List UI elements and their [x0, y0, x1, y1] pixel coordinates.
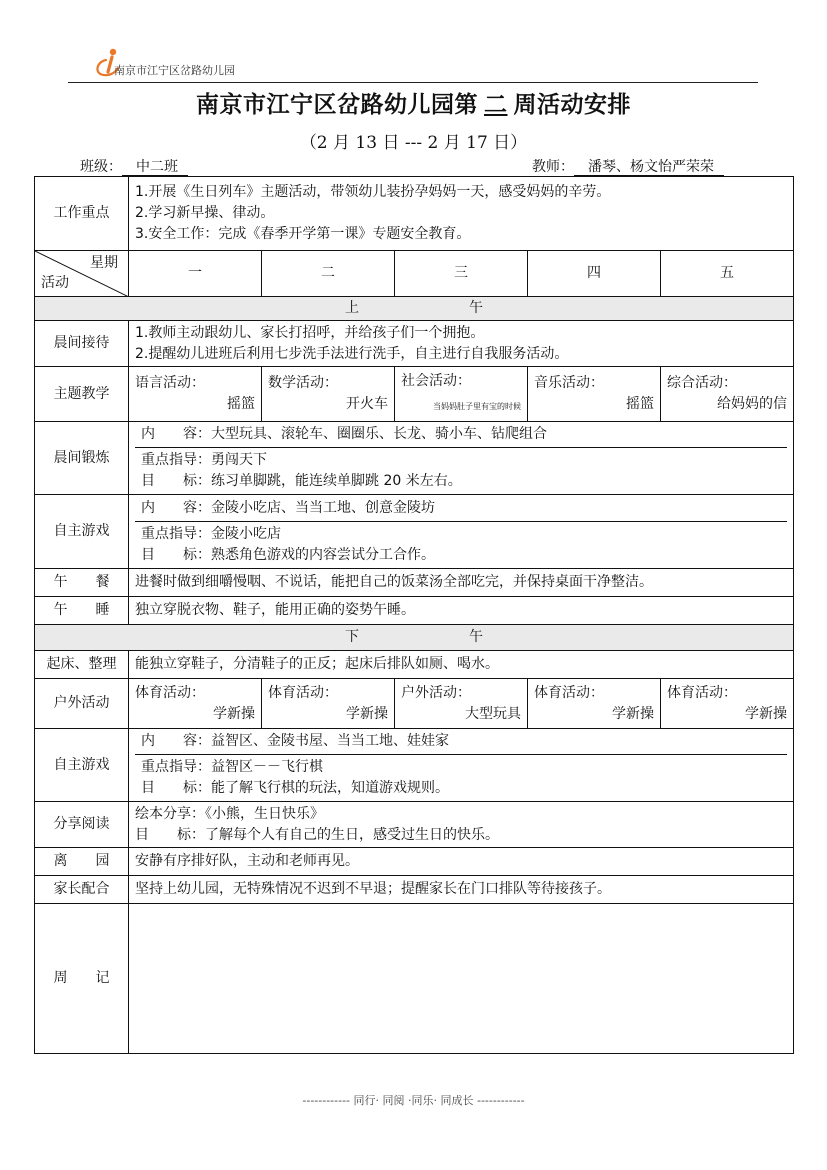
theme-teaching-row: [35, 367, 794, 422]
outdoor-content: 学新操: [612, 705, 654, 722]
free-play-am-content: [129, 495, 794, 569]
work-focus-label: 工作重点: [35, 177, 129, 251]
header-divider: [68, 82, 758, 83]
morning-label-a: 上: [345, 300, 359, 316]
free-play-am-content-line: 内 容：金陵小吃店、当当工地、创意金陵坊: [135, 496, 787, 522]
outdoor-cell-thu: [528, 679, 661, 729]
outdoor-cell-wed: [395, 679, 528, 729]
theme-content: 给妈妈的信: [717, 396, 787, 412]
morning-exercise-label: 晨间锻炼: [35, 422, 129, 495]
day-header-tue: 二: [262, 251, 395, 297]
weekly-notes-label: 周 记: [35, 904, 129, 1054]
exercise-content-line: 内 容：大型玩具、滚轮车、圈圈乐、长龙、骑小车、钻爬组合: [135, 422, 787, 448]
theme-category: 音乐活动：: [534, 375, 604, 391]
outdoor-row: [35, 679, 794, 729]
free-play-am-focus-line: 重点指导：金陵小吃店: [141, 525, 281, 542]
outdoor-category: 体育活动：: [135, 684, 205, 701]
free-play-am-detail: [135, 522, 787, 568]
morning-exercise-content: [129, 422, 794, 495]
leaving-row: [35, 848, 794, 876]
outdoor-cell-tue: [262, 679, 395, 729]
class-label: 班级：: [80, 159, 122, 175]
leaving-label: 离 园: [35, 848, 129, 876]
days-header-row: [35, 251, 794, 297]
free-play-am-row: [35, 495, 794, 569]
theme-cell-thu: [528, 367, 661, 422]
leaving-text: 安静有序排好队，主动和老师再见。: [129, 848, 794, 876]
afternoon-label-a: 下: [345, 629, 359, 645]
reading-line: 绘本分享：《小熊，生日快乐》: [135, 805, 324, 822]
morning-reception-line: 1.教师主动跟幼儿、家长打招呼，并给孩子们一个拥抱。: [135, 324, 485, 341]
weekly-notes-content[interactable]: [129, 904, 794, 1054]
weekly-notes-row: [35, 904, 794, 1054]
parents-row: [35, 876, 794, 904]
class-value: 中二班: [122, 159, 188, 176]
nap-label: 午 睡: [35, 597, 129, 625]
work-focus-line: 2.学习新早操、律动。: [135, 205, 275, 221]
exercise-detail: [135, 448, 787, 494]
day-header-fri: 五: [661, 251, 794, 297]
outdoor-content: 学新操: [346, 705, 388, 722]
teacher-value: 潘琴、杨文怡严荣荣: [574, 159, 724, 176]
lunch-text: 进餐时做到细嚼慢咽、不说话，能把自己的饭菜汤全部吃完，并保持桌面干净整洁。: [129, 569, 794, 597]
morning-reception-line: 2.提醒幼儿进班后利用七步洗手法进行洗手，自主进行自我服务活动。: [135, 345, 569, 362]
outdoor-category: 户外活动：: [401, 684, 471, 701]
theme-content: 摇篮: [227, 396, 255, 412]
reading-row: [35, 802, 794, 848]
schedule-table: [34, 176, 794, 1054]
theme-teaching-label: 主题教学: [35, 367, 129, 422]
outdoor-content: 学新操: [745, 705, 787, 722]
wakeup-text: 能独立穿鞋子，分清鞋子的正反；起床后排队如厕、喝水。: [129, 651, 794, 679]
reading-line: 目 标：了解每个人有自己的生日，感受过生日的快乐。: [135, 826, 499, 843]
reading-label: 分享阅读: [35, 802, 129, 848]
footer-slogan: ------------ 同行· 同阅 ·同乐· 同成长 ------------: [302, 1094, 525, 1107]
nap-row: [35, 597, 794, 625]
title-week: 二: [484, 91, 508, 118]
exercise-focus-line: 重点指导：勇闯天下: [141, 452, 267, 468]
title-prefix: 南京市江宁区岔路幼儿园第: [196, 91, 478, 118]
reading-content: [129, 802, 794, 848]
theme-cell-mon: [129, 367, 262, 422]
wakeup-row: [35, 651, 794, 679]
class-info: [80, 156, 188, 176]
theme-category: 语言活动：: [135, 375, 205, 391]
free-play-pm-focus-line: 重点指导：益智区－－飞行棋: [141, 759, 323, 775]
date-range: （2 月 13 日 --- 2 月 17 日）: [299, 133, 528, 153]
free-play-pm-row: [35, 729, 794, 802]
teacher-info: [532, 156, 724, 176]
weekday-axis-label: 星期: [90, 255, 118, 271]
day-header-mon: 一: [129, 251, 262, 297]
activity-axis-label: 活动: [41, 275, 69, 291]
diagonal-header-cell: [35, 251, 129, 297]
exercise-goal-line: 目 标：练习单脚跳，能连续单脚跳 20 米左右。: [141, 473, 462, 489]
morning-label-b: 午: [469, 300, 483, 316]
wakeup-label: 起床、整理: [35, 651, 129, 679]
lunch-row: [35, 569, 794, 597]
morning-exercise-row: [35, 422, 794, 495]
work-focus-row: [35, 177, 794, 251]
morning-section-row: [35, 297, 794, 321]
theme-cell-fri: [661, 367, 794, 422]
free-play-pm-goal-line: 目 标：能了解飞行棋的玩法，知道游戏规则。: [141, 780, 449, 796]
theme-category: 社会活动：: [401, 373, 471, 389]
outdoor-cell-fri: [661, 679, 794, 729]
morning-reception-content: [129, 321, 794, 367]
outdoor-label: 户外活动: [35, 679, 129, 729]
header-org-name: 南京市江宁区岔路幼儿园: [114, 64, 235, 77]
outdoor-cell-mon: [129, 679, 262, 729]
morning-reception-row: [35, 321, 794, 367]
theme-cell-tue: [262, 367, 395, 422]
lunch-label: 午 餐: [35, 569, 129, 597]
work-focus-line: 3.安全工作：完成《春季开学第一课》专题安全教育。: [135, 226, 471, 242]
outdoor-content: 学新操: [213, 705, 255, 722]
outdoor-category: 体育活动：: [268, 684, 338, 701]
outdoor-category: 体育活动：: [534, 684, 604, 701]
morning-section-label: [35, 297, 794, 321]
work-focus-line: 1.开展《生日列车》主题活动，带领幼儿装扮孕妈妈一天，感受妈妈的辛劳。: [135, 184, 611, 200]
title-suffix: 周活动安排: [513, 91, 631, 118]
free-play-am-label: 自主游戏: [35, 495, 129, 569]
free-play-am-goal-line: 目 标：熟悉角色游戏的内容尝试分工合作。: [141, 546, 435, 563]
outdoor-content: 大型玩具: [465, 705, 521, 722]
theme-category: 综合活动：: [667, 375, 737, 391]
parents-label: 家长配合: [35, 876, 129, 904]
work-focus-content: [129, 177, 794, 251]
afternoon-section-row: [35, 625, 794, 651]
theme-category: 数学活动：: [268, 375, 338, 391]
nap-text: 独立穿脱衣物、鞋子，能用正确的姿势午睡。: [129, 597, 794, 625]
parents-text: 坚持上幼儿园，无特殊情况不迟到不早退；提醒家长在门口排队等待接孩子。: [129, 876, 794, 904]
page-title: [0, 86, 827, 119]
outdoor-category: 体育活动：: [667, 684, 737, 701]
free-play-pm-detail: [135, 755, 787, 801]
theme-cell-wed: [395, 367, 528, 422]
morning-reception-label: 晨间接待: [35, 321, 129, 367]
day-header-thu: 四: [528, 251, 661, 297]
theme-content: 当妈妈肚子里有宝的时候: [433, 402, 521, 411]
free-play-pm-label: 自主游戏: [35, 729, 129, 802]
free-play-pm-content: [129, 729, 794, 802]
afternoon-section-label: [35, 625, 794, 651]
theme-content: 摇篮: [626, 396, 654, 412]
theme-content: 开火车: [346, 396, 388, 412]
free-play-pm-content-line: 内 容：益智区、金陵书屋、当当工地、娃娃家: [135, 729, 787, 755]
teacher-label: 教师：: [532, 159, 574, 175]
day-header-wed: 三: [395, 251, 528, 297]
afternoon-label-b: 午: [469, 629, 483, 645]
